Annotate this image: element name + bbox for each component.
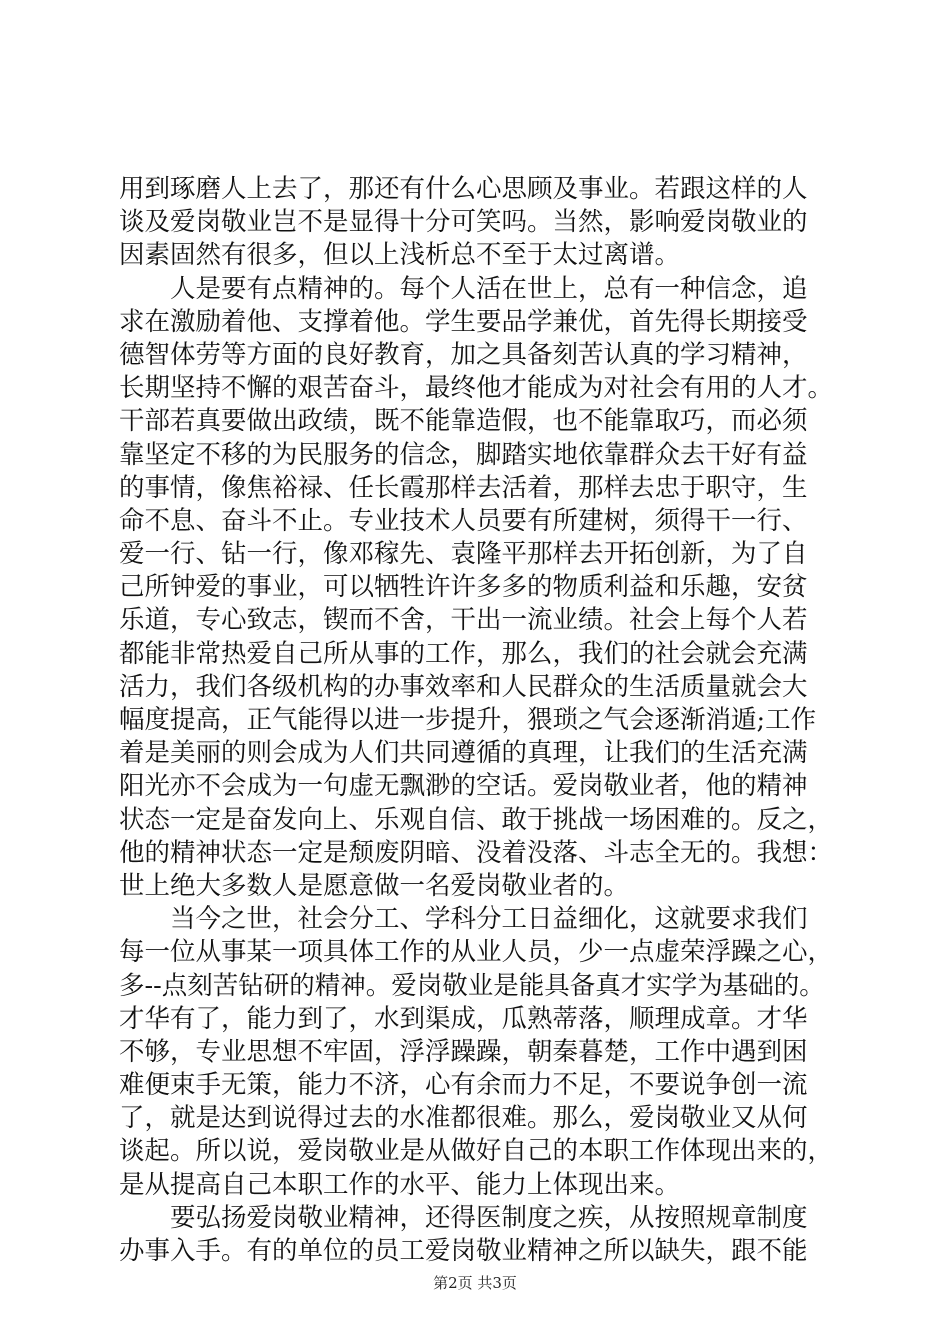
text-line: 世上绝大多数人是愿意做一名爱岗敬业者的。 (119, 870, 630, 901)
body-text (119, 173, 839, 1268)
text-line: 乐道，专心致志，锲而不舍，干出一流业绩。社会上每个人若 (119, 605, 808, 636)
text-line: 当今之世，社会分工、学科分工日益细化，这就要求我们 (119, 904, 808, 935)
text-line: 爱一行、钻一行，像邓稼先、袁隆平那样去开拓创新，为了自 (119, 539, 808, 570)
text-line: 难便束手无策，能力不济，心有余而力不足，不要说争创一流 (119, 1070, 808, 1101)
text-line: 人是要有点精神的。每个人活在世上，总有一种信念，追 (119, 273, 808, 304)
text-line: 长期坚持不懈的艰苦奋斗，最终他才能成为对社会有用的人才。 (119, 373, 834, 404)
text-line: 办事入手。有的单位的员工爱岗敬业精神之所以缺失，跟不能 (119, 1236, 808, 1266)
text-line: 谈及爱岗敬业岂不是显得十分可笑吗。当然，影响爱岗敬业的 (119, 207, 808, 238)
text-line: 因素固然有很多，但以上浅析总不至于太过离谱。 (119, 240, 681, 271)
text-line: 的事情，像焦裕禄、任长霞那样去活着，那样去忠于职守，生 (119, 472, 808, 503)
text-line: 命不息、奋斗不止。专业技术人员要有所建树，须得干一行、 (119, 505, 808, 536)
text-line: 要弘扬爱岗敬业精神，还得医制度之疾，从按照规章制度 (119, 1202, 808, 1233)
page-footer: 第2页 共3页 (433, 1274, 517, 1292)
text-line: 了，就是达到说得过去的水准都很难。那么，爱岗敬业又从何 (119, 1103, 808, 1134)
text-line: 不够，专业思想不牢固，浮浮躁躁，朝秦暮楚，工作中遇到困 (119, 1036, 808, 1067)
text-line: 干部若真要做出政绩，既不能靠造假，也不能靠取巧，而必须 (119, 406, 808, 437)
text-line: 德智体劳等方面的良好教育，加之具备刻苦认真的学习精神， (119, 339, 808, 370)
text-line: 活力，我们各级机构的办事效率和人民群众的生活质量就会大 (119, 671, 808, 702)
text-line: 每一位从事某一项具体工作的从业人员，少一点虚荣浮躁之心， (119, 937, 834, 968)
text-line: 他的精神状态一定是颓废阴暗、没着没落、斗志全无的。我想： (119, 837, 834, 868)
text-line: 多--点刻苦钻研的精神。爱岗敬业是能具备真才实学为基础的。 (119, 970, 825, 1001)
text-line: 求在激励着他、支撑着他。学生要品学兼优，首先得长期接受 (119, 306, 808, 337)
text-line: 阳光亦不会成为一句虚无飘渺的空话。爱岗敬业者，他的精神 (119, 771, 808, 802)
text-line: 状态一定是奋发向上、乐观自信、敢于挑战一场困难的。反之， (119, 804, 834, 835)
text-line: 谈起。所以说，爱岗敬业是从做好自己的本职工作体现出来的， (119, 1136, 834, 1167)
text-line: 都能非常热爱自己所从事的工作，那么，我们的社会就会充满 (119, 638, 808, 669)
text-line: 用到琢磨人上去了，那还有什么心思顾及事业。若跟这样的人 (119, 174, 808, 204)
text-line: 己所钟爱的事业，可以牺牲许许多多的物质利益和乐趣，安贫 (119, 572, 808, 603)
text-line: 才华有了，能力到了，水到渠成，瓜熟蒂落，顺理成章。才华 (119, 1003, 808, 1034)
text-line: 着是美丽的则会成为人们共同遵循的真理，让我们的生活充满 (119, 738, 808, 769)
text-line: 幅度提高，正气能得以进一步提升，猥琐之气会逐渐消遁;工作 (119, 705, 817, 735)
text-line: 靠坚定不移的为民服务的信念，脚踏实地依靠群众去干好有益 (119, 439, 808, 470)
text-line: 是从提高自己本职工作的水平、能力上体现出来。 (119, 1169, 681, 1200)
